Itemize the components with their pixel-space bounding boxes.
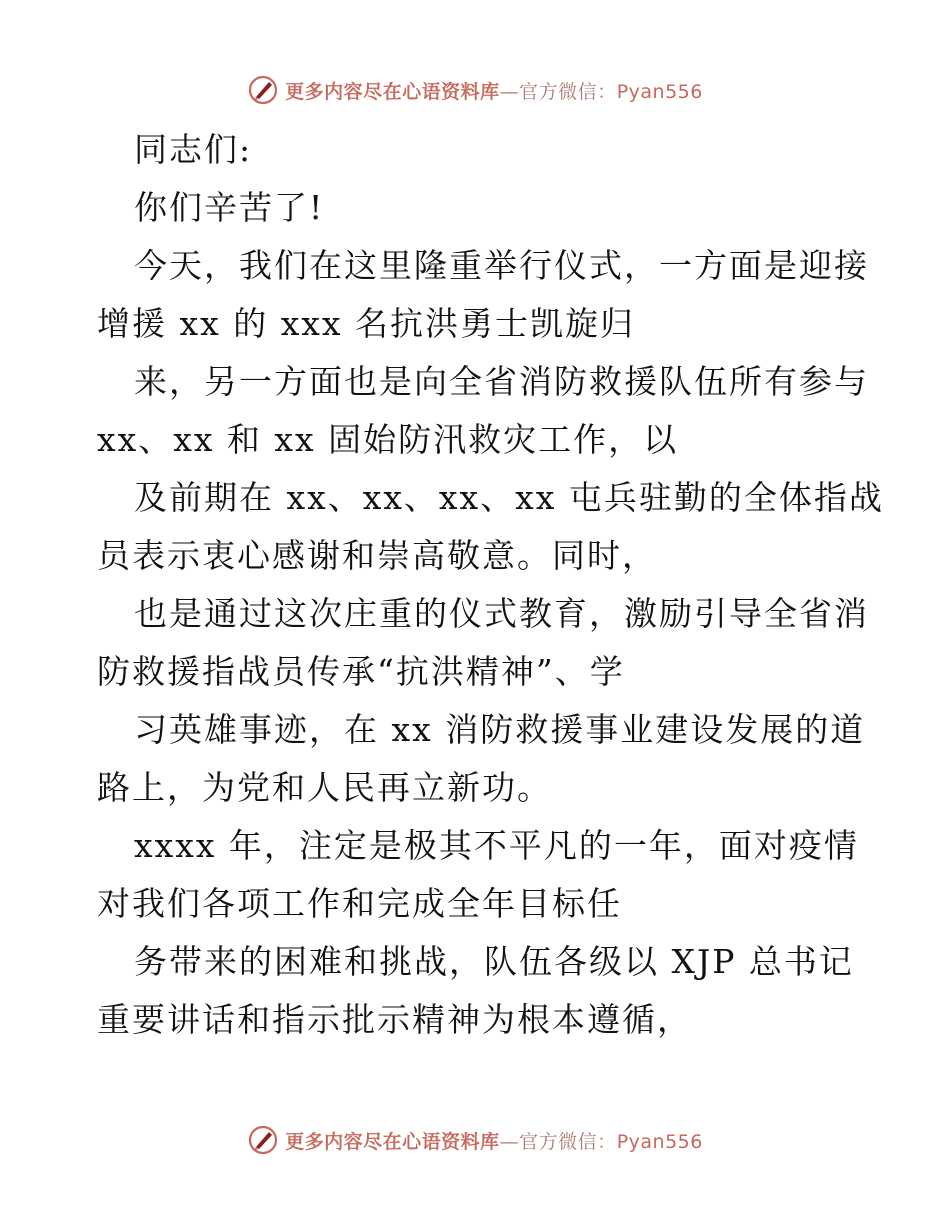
footer-banner-wechat-id: Pyan556 — [616, 1130, 703, 1153]
text-line: 务带来的困难和挑战，队伍各级以 XJP 总书记 — [134, 942, 854, 981]
header-banner — [0, 70, 950, 110]
text-line: 你们辛苦了! — [134, 188, 325, 227]
text-line: 防救援指战员传承“抗洪精神”、学 — [97, 652, 625, 691]
text-line: 也是通过这次庄重的仪式教育，激励引导全省消 — [134, 594, 869, 633]
text-line: xxxx 年，注定是极其不平凡的一年，面对疫情 — [134, 826, 859, 865]
text-line: 增援 xx 的 xxx 名抗洪勇士凯旋归 — [97, 304, 636, 343]
footer-banner-official: —官方微信： — [499, 1130, 617, 1153]
quill-pen-logo-icon — [247, 74, 279, 106]
footer-banner — [0, 1120, 950, 1160]
text-line: 来，另一方面也是向全省消防救援队伍所有参与 — [134, 362, 869, 401]
quill-pen-logo-icon — [247, 1124, 279, 1156]
text-line: 今天，我们在这里隆重举行仪式，一方面是迎接 — [134, 246, 869, 285]
footer-banner-main: 更多内容尽在心语资料库 — [285, 1130, 500, 1153]
text-line: 同志们: — [134, 130, 253, 169]
text-line: 员表示衷心感谢和崇高敬意。同时， — [97, 536, 657, 575]
header-banner-official: —官方微信： — [499, 80, 617, 103]
header-banner-text — [285, 77, 703, 104]
text-line: 对我们各项工作和完成全年目标任 — [97, 884, 622, 923]
header-banner-wechat-id: Pyan556 — [616, 80, 703, 103]
text-line: 重要讲话和指示批示精神为根本遵循， — [97, 1000, 692, 1039]
header-banner-main: 更多内容尽在心语资料库 — [285, 80, 500, 103]
text-line: 路上，为党和人民再立新功。 — [97, 768, 552, 807]
text-line: 习英雄事迹，在 xx 消防救援事业建设发展的道 — [134, 710, 866, 749]
text-line: xx、xx 和 xx 固始防汛救灾工作，以 — [97, 420, 679, 459]
footer-banner-text — [285, 1127, 703, 1154]
text-line: 及前期在 xx、xx、xx、xx 屯兵驻勤的全体指战 — [134, 478, 884, 517]
